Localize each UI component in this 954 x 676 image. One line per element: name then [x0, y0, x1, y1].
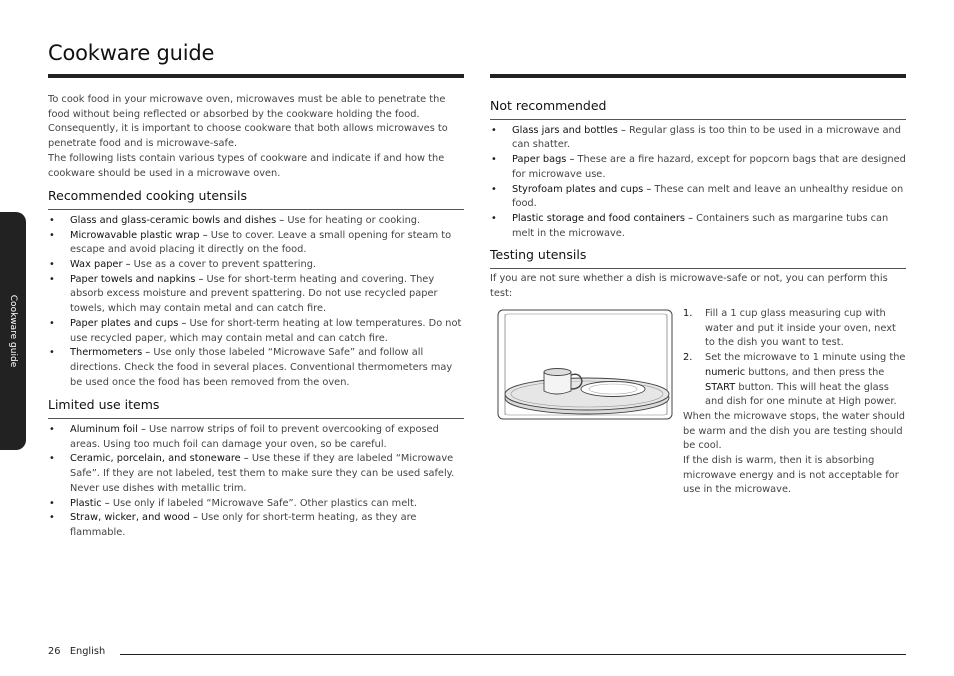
recommended-heading: Recommended cooking utensils: [48, 189, 464, 210]
item-term: Glass jars and bottles –: [512, 124, 626, 136]
step-text: Set the microwave to 1 minute using the: [705, 352, 906, 364]
item-desc: Use for heating or cooking.: [287, 214, 421, 226]
page-number: 26: [48, 646, 61, 657]
list-item: [48, 273, 464, 317]
title-rule-right: [490, 74, 906, 78]
side-tab-label: Cookware guide: [8, 294, 18, 368]
page-title: Cookware guide: [48, 41, 215, 65]
item-desc: These can melt and leave an unhealthy residue on food.: [512, 183, 904, 210]
microwave-illustration: [497, 309, 674, 421]
item-term: Straw, wicker, and wood –: [70, 512, 198, 524]
item-term: Ceramic, porcelain, and stoneware –: [70, 453, 249, 465]
item-term: Wax paper –: [70, 259, 131, 271]
item-term: Plastic –: [70, 497, 110, 509]
item-desc: Use for short-term heating and covering. They absorb excess moisture and prevent spattering. Do not use recycled paper towels, which may contain metal and can catch fire.: [70, 273, 438, 315]
turntable-plate: [505, 378, 669, 414]
item-term: Paper plates and cups –: [70, 317, 187, 329]
limited-heading: Limited use items: [48, 398, 464, 419]
after-step-paragraph-2: If the dish is warm, then it is absorbing microwave energy and is not acceptable for use in the microwave.: [683, 455, 899, 496]
step-text: buttons, and then press the: [748, 366, 885, 378]
footer-language: English: [69, 646, 106, 657]
item-term: Glass and glass-ceramic bowls and dishes –: [70, 214, 285, 226]
list-item: [490, 124, 906, 153]
limited-list: [48, 423, 464, 541]
left-column: [48, 93, 464, 541]
testing-intro: If you are not sure whether a dish is microwave-safe or not, you can perform this test:: [490, 273, 888, 299]
start-keyword: START: [705, 381, 736, 393]
item-term: Paper bags –: [512, 154, 575, 166]
testing-heading: Testing utensils: [490, 248, 906, 269]
list-item: [48, 346, 464, 390]
item-term: Styrofoam plates and cups –: [512, 183, 652, 195]
list-item: [490, 183, 906, 212]
steps-list: [683, 307, 906, 410]
list-item: [48, 452, 464, 496]
item-desc: Use these if they are labeled “Microwave Safe”. If they are not labeled, test them to make sure they can be used safely. Never use dishes with metallic trim.: [70, 453, 455, 494]
item-term: Microwavable plastic wrap –: [70, 229, 208, 241]
item-term: Plastic storage and food containers –: [512, 212, 693, 224]
not-recommended-heading: Not recommended: [490, 99, 906, 120]
footer: [48, 646, 105, 657]
list-item: [48, 229, 464, 258]
numeric-keyword: numeric: [705, 366, 746, 378]
list-item: [490, 212, 906, 241]
list-item: [48, 214, 464, 229]
item-desc: These are a fire hazard, except for popcorn bags that are designed for microwave use.: [512, 154, 906, 180]
item-desc: Use only for short-term heating, as they are flammable.: [70, 512, 417, 538]
item-term: Paper towels and napkins –: [70, 273, 204, 285]
intro-paragraph-2: The following lists contain various types of cookware and indicate if and how the cookware should be used in a microwave oven.: [48, 152, 445, 179]
item-term: Thermometers –: [70, 347, 151, 359]
footer-rule: [120, 654, 906, 655]
item-desc: Use only those labeled “Microwave Safe” and follow all directions. Check the food in several places. Conventional thermometers may be used once the food has been removed from the oven.: [70, 347, 453, 388]
step-item: [683, 351, 906, 410]
item-term: Aluminum foil –: [70, 424, 146, 436]
list-item: [490, 153, 906, 182]
item-desc: Regular glass is too thin to be used in a microwave and can shatter.: [512, 124, 901, 151]
after-step-paragraph-1: When the microwave stops, the water should be warm and the dish you are testing should be cool.: [683, 410, 906, 452]
list-item: [48, 497, 464, 512]
side-tab: [0, 212, 26, 450]
item-desc: Use narrow strips of foil to prevent overcooking of exposed areas. Using too much foil can damage your oven, so be careful.: [70, 424, 439, 450]
step-text: Fill a 1 cup glass measuring cup with water and put it inside your oven, next to the dish you want to test.: [705, 308, 896, 349]
intro-paragraph-1: To cook food in your microwave oven, microwaves must be able to penetrate the food without being reflected or absorbed by the cookware holding the food. Consequently, it is important to choose cookware that both allows microwaves to penetrate food and is microwave-safe.: [48, 94, 448, 150]
step-text: button. This will heat the glass and dish for one minute at High power.: [705, 381, 897, 408]
title-rule-left: [48, 74, 464, 78]
test-dish: [581, 382, 645, 397]
item-desc: Containers such as margarine tubs can melt in the microwave.: [512, 212, 889, 239]
item-desc: Use as a cover to prevent spattering.: [133, 259, 317, 271]
list-item: [48, 258, 464, 273]
item-desc: Use only if labeled “Microwave Safe”. Other plastics can melt.: [112, 497, 417, 509]
list-item: [48, 317, 464, 346]
item-desc: Use for short-term heating at low temperatures. Do not use recycled paper, which may contain metal and can catch fire.: [70, 317, 462, 344]
step-number: 1.: [683, 308, 693, 319]
right-column: [490, 99, 906, 301]
list-item: [48, 423, 464, 452]
not-recommended-list: [490, 124, 906, 242]
testing-steps: [683, 307, 906, 498]
step-number: 2.: [683, 352, 693, 364]
recommended-list: [48, 214, 464, 390]
list-item: [48, 511, 464, 540]
step-item: [683, 307, 906, 351]
item-desc: Use to cover. Leave a small opening for steam to escape and avoid placing it directly on the food.: [70, 229, 452, 256]
